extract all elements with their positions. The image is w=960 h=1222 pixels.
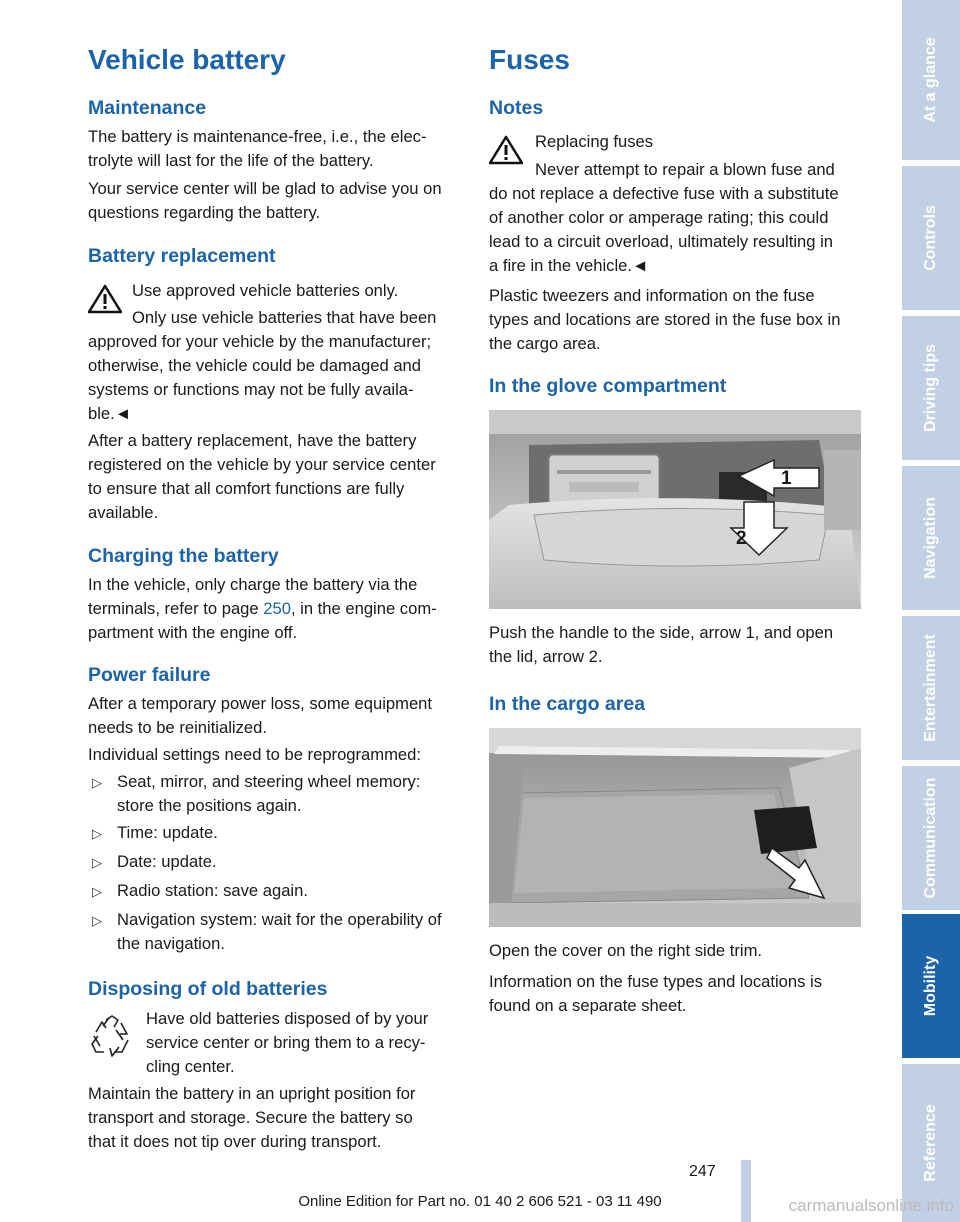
footer-edition: Online Edition for Part no. 01 40 2 606 521 - 03 11 490: [298, 1193, 662, 1210]
paragraph-line: In the vehicle, only charge the battery via the: [88, 575, 418, 594]
paragraph-line: questions regarding the battery.: [88, 203, 321, 222]
heading-glove-compartment: In the glove compartment: [489, 375, 727, 397]
cargo-area-illustration: [489, 728, 861, 927]
paragraph-line: found on a separate sheet.: [489, 996, 687, 1015]
recycle-icon: [90, 1014, 134, 1058]
paragraph-line: available.: [88, 503, 159, 522]
section-title-fuses: Fuses: [489, 44, 570, 75]
bullet-icon: ▷: [92, 775, 102, 790]
tab-label: Entertainment: [922, 634, 939, 742]
glove-compartment-illustration: [489, 410, 861, 609]
tab-label: Driving tips: [922, 343, 939, 433]
caption-line: the lid, arrow 2.: [489, 647, 603, 666]
cargo-area-image: [489, 728, 861, 927]
tab-navigation[interactable]: [902, 466, 960, 610]
paragraph-line: of another color or amperage rating; this could: [489, 208, 829, 227]
warning-line: Only use vehicle batteries that have been: [132, 308, 437, 327]
paragraph-line: to ensure that all comfort functions are fully: [88, 479, 405, 498]
paragraph-line: lead to a circuit overload, ultimately resulting in: [489, 232, 834, 251]
tab-label: Reference: [922, 1104, 939, 1182]
glove-compartment-image: [489, 410, 861, 609]
paragraph-line: registered on the vehicle by your service center: [88, 455, 436, 474]
warning-line: Use approved vehicle batteries only.: [132, 281, 399, 300]
bullet-icon: ▷: [92, 826, 102, 841]
page-link-250[interactable]: 250: [263, 599, 291, 618]
paragraph-line: Individual settings need to be reprogrammed:: [88, 745, 421, 764]
bullet-item-cont: the navigation.: [117, 934, 225, 953]
paragraph-line: needs to be reinitialized.: [88, 718, 267, 737]
paragraph-line: do not replace a defective fuse with a substitute: [489, 184, 839, 203]
bullet-item-cont: store the positions again.: [117, 796, 302, 815]
paragraph-line: approved for your vehicle by the manufacturer;: [88, 332, 432, 351]
paragraph-line: transport and storage. Secure the battery so: [88, 1108, 413, 1127]
paragraph-line: Your service center will be glad to advise you on: [88, 179, 442, 198]
warning-icon: [88, 284, 122, 314]
paragraph-line: a fire in the vehicle.◄: [489, 256, 649, 275]
bullet-icon: ▷: [92, 855, 102, 870]
caption-line: Push the handle to the side, arrow 1, and open: [489, 623, 834, 642]
paragraph-line: Maintain the battery in an upright position for: [88, 1084, 416, 1103]
caption-line: Open the cover on the right side trim.: [489, 941, 763, 960]
recycle-line: cling center.: [146, 1057, 235, 1076]
text-run: , in the engine com-: [290, 599, 437, 618]
arrow-label-2: 2: [736, 528, 747, 549]
heading-maintenance: Maintenance: [88, 97, 207, 119]
tab-communication[interactable]: [902, 766, 960, 910]
heading-disposing: Disposing of old batteries: [88, 978, 328, 1000]
bullet-item: Seat, mirror, and steering wheel memory:: [117, 772, 421, 791]
paragraph-line: ble.◄: [88, 404, 132, 423]
chapter-tabs: [902, 0, 960, 1222]
recycle-line: Have old batteries disposed of by your: [146, 1009, 429, 1028]
paragraph-line: otherwise, the vehicle could be damaged and: [88, 356, 422, 375]
bullet-item: Navigation system: wait for the operability of: [117, 910, 442, 929]
tab-driving-tips[interactable]: [902, 316, 960, 460]
arrow-label-1: 1: [781, 468, 792, 489]
heading-battery-replacement: Battery replacement: [88, 245, 276, 267]
heading-charging: Charging the battery: [88, 545, 279, 567]
page-number: 247: [689, 1163, 716, 1180]
bullet-item: Radio station: save again.: [117, 881, 308, 900]
paragraph-line: trolyte will last for the life of the battery.: [88, 151, 374, 170]
warning-line: Never attempt to repair a blown fuse and: [535, 160, 835, 179]
paragraph-line: types and locations are stored in the fuse box in: [489, 310, 841, 329]
tab-controls[interactable]: [902, 166, 960, 310]
recycle-line: service center or bring them to a recy-: [146, 1033, 426, 1052]
bullet-item: Time: update.: [117, 823, 218, 842]
paragraph-line: After a temporary power loss, some equipment: [88, 694, 433, 713]
paragraph-line: The battery is maintenance-free, i.e., the elec-: [88, 127, 427, 146]
warning-icon: [489, 135, 523, 165]
bullet-icon: ▷: [92, 913, 102, 928]
tab-entertainment[interactable]: [902, 616, 960, 760]
paragraph-line: partment with the engine off.: [88, 623, 298, 642]
paragraph-line: the cargo area.: [489, 334, 601, 353]
paragraph-line: that it does not tip over during transport.: [88, 1132, 382, 1151]
watermark: carmanualsonline.info: [788, 1196, 954, 1215]
paragraph-line: Information on the fuse types and locations is: [489, 972, 822, 991]
text-run: terminals, refer to page: [88, 599, 264, 618]
tab-label: Mobility: [922, 955, 939, 1017]
tab-mobility[interactable]: [902, 914, 960, 1058]
heading-power-failure: Power failure: [88, 664, 211, 686]
heading-cargo-area: In the cargo area: [489, 693, 646, 715]
paragraph-line: After a battery replacement, have the battery: [88, 431, 417, 450]
tab-at-a-glance[interactable]: [902, 0, 960, 160]
paragraph-line: Plastic tweezers and information on the fuse: [489, 286, 815, 305]
heading-notes: Notes: [489, 97, 544, 119]
page-marker-bar: [741, 1160, 751, 1222]
paragraph-line: systems or functions may not be fully availa-: [88, 380, 414, 399]
bullet-icon: ▷: [92, 884, 102, 899]
tab-label: Communication: [922, 777, 939, 899]
paragraph-line: [88, 597, 437, 621]
tab-label: Navigation: [922, 497, 939, 579]
section-title-vehicle-battery: Vehicle battery: [88, 44, 286, 75]
tab-label: At a glance: [922, 37, 939, 123]
bullet-item: Date: update.: [117, 852, 217, 871]
tab-label: Controls: [922, 205, 939, 271]
warning-line: Replacing fuses: [535, 132, 654, 151]
